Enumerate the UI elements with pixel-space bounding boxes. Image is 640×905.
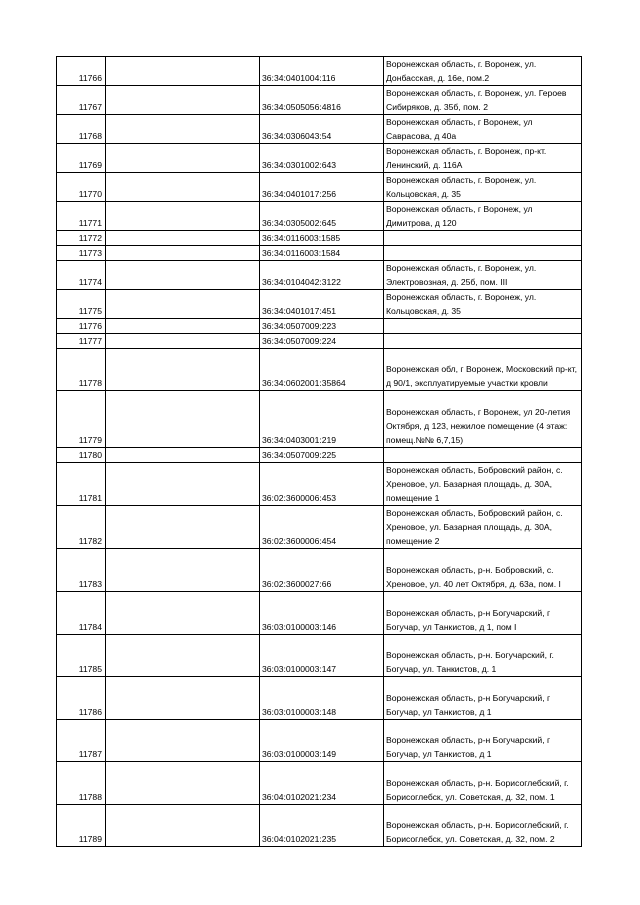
table-row <box>57 592 582 635</box>
address-cell <box>384 319 582 334</box>
table-row <box>57 463 582 506</box>
address-cell: Воронежская область, г Воронеж, ул 20-летия Октября, д 123, нежилое помещение (4 этаж: помещ.№№ 6,7,15) <box>384 391 582 448</box>
row-number-cell: 11785 <box>57 635 106 677</box>
cadastral-number-cell: 36:03:0100003:149 <box>260 720 384 762</box>
empty-cell <box>106 290 260 319</box>
row-number-cell: 11773 <box>57 246 106 261</box>
cadastral-number-cell: 36:34:0403001:219 <box>260 391 384 448</box>
empty-cell <box>106 57 260 86</box>
row-number-cell: 11778 <box>57 349 106 391</box>
table-row <box>57 720 582 762</box>
cadastral-number-cell: 36:34:0507009:224 <box>260 334 384 349</box>
cadastral-number-cell: 36:34:0507009:225 <box>260 448 384 463</box>
cadastral-number-cell: 36:34:0306043:54 <box>260 115 384 144</box>
registry-table <box>56 56 582 847</box>
row-number-cell: 11788 <box>57 762 106 805</box>
cadastral-number-cell: 36:34:0116003:1584 <box>260 246 384 261</box>
empty-cell <box>106 231 260 246</box>
row-number-cell: 11789 <box>57 805 106 847</box>
cadastral-number-cell: 36:02:3600006:454 <box>260 506 384 549</box>
row-number-cell: 11787 <box>57 720 106 762</box>
cadastral-number-cell: 36:03:0100003:147 <box>260 635 384 677</box>
address-cell: Воронежская область, г Воронеж, ул Димитрова, д 120 <box>384 202 582 231</box>
cadastral-number-cell: 36:04:0102021:234 <box>260 762 384 805</box>
row-number-cell: 11780 <box>57 448 106 463</box>
address-cell: Воронежская область, г. Воронеж, ул. Кольцовская, д. 35 <box>384 290 582 319</box>
table-row <box>57 762 582 805</box>
row-number-cell: 11779 <box>57 391 106 448</box>
empty-cell <box>106 246 260 261</box>
table-row <box>57 805 582 847</box>
cadastral-number-cell: 36:34:0507009:223 <box>260 319 384 334</box>
row-number-cell: 11775 <box>57 290 106 319</box>
cadastral-number-cell: 36:34:0505056:4816 <box>260 86 384 115</box>
table-row <box>57 391 582 448</box>
empty-cell <box>106 635 260 677</box>
cadastral-number-cell: 36:34:0602001:35864 <box>260 349 384 391</box>
row-number-cell: 11771 <box>57 202 106 231</box>
empty-cell <box>106 592 260 635</box>
cadastral-number-cell: 36:34:0305002:645 <box>260 202 384 231</box>
address-cell: Воронежская область, г Воронеж, ул Саврасова, д 40а <box>384 115 582 144</box>
cadastral-number-cell: 36:03:0100003:148 <box>260 677 384 720</box>
row-number-cell: 11776 <box>57 319 106 334</box>
row-number-cell: 11769 <box>57 144 106 173</box>
table-row <box>57 246 582 261</box>
empty-cell <box>106 677 260 720</box>
empty-cell <box>106 448 260 463</box>
row-number-cell: 11767 <box>57 86 106 115</box>
table-row <box>57 86 582 115</box>
empty-cell <box>106 261 260 290</box>
address-cell: Воронежская область, Бобровский район, с. Хреновое, ул. Базарная площадь, д. 30А, помещение 1 <box>384 463 582 506</box>
row-number-cell: 11784 <box>57 592 106 635</box>
address-cell <box>384 231 582 246</box>
table-row <box>57 202 582 231</box>
address-cell: Воронежская область, г. Воронеж, ул. Донбасская, д. 16е, пом.2 <box>384 57 582 86</box>
empty-cell <box>106 115 260 144</box>
empty-cell <box>106 173 260 202</box>
table-row <box>57 231 582 246</box>
row-number-cell: 11768 <box>57 115 106 144</box>
table-row <box>57 173 582 202</box>
address-cell: Воронежская область, р-н Богучарский, г Богучар, ул Танкистов, д 1, пом I <box>384 592 582 635</box>
table-row <box>57 290 582 319</box>
row-number-cell: 11782 <box>57 506 106 549</box>
address-cell: Воронежская область, Бобровский район, с. Хреновое, ул. Базарная площадь, д. 30А, помещение 2 <box>384 506 582 549</box>
empty-cell <box>106 349 260 391</box>
address-cell: Воронежская область, г. Воронеж, ул. Героев Сибиряков, д. 35б, пом. 2 <box>384 86 582 115</box>
address-cell: Воронежская область, г. Воронеж, пр-кт. Ленинский, д. 116А <box>384 144 582 173</box>
row-number-cell: 11786 <box>57 677 106 720</box>
address-cell: Воронежская область, р-н. Богучарский, г. Богучар, ул. Танкистов, д. 1 <box>384 635 582 677</box>
row-number-cell: 11781 <box>57 463 106 506</box>
row-number-cell: 11766 <box>57 57 106 86</box>
address-cell <box>384 448 582 463</box>
cadastral-number-cell: 36:34:0401017:451 <box>260 290 384 319</box>
empty-cell <box>106 144 260 173</box>
address-cell: Воронежская обл, г Воронеж, Московский пр-кт, д 90/1, эксплуатируемые участки кровли <box>384 349 582 391</box>
table-row <box>57 261 582 290</box>
address-cell: Воронежская область, р-н. Борисоглебский, г. Борисоглебск, ул. Советская, д. 32, пом. 2 <box>384 805 582 847</box>
registry-table-body <box>57 57 582 847</box>
table-row <box>57 57 582 86</box>
empty-cell <box>106 319 260 334</box>
table-row <box>57 319 582 334</box>
table-row <box>57 677 582 720</box>
table-row <box>57 115 582 144</box>
empty-cell <box>106 334 260 349</box>
row-number-cell: 11783 <box>57 549 106 592</box>
empty-cell <box>106 720 260 762</box>
address-cell: Воронежская область, г. Воронеж, ул. Кольцовская, д. 35 <box>384 173 582 202</box>
empty-cell <box>106 202 260 231</box>
empty-cell <box>106 391 260 448</box>
empty-cell <box>106 762 260 805</box>
cadastral-number-cell: 36:34:0301002:643 <box>260 144 384 173</box>
table-row <box>57 349 582 391</box>
address-cell: Воронежская область, р-н. Бобровский, с. Хреновое, ул. 40 лет Октября, д. 63а, пом. I <box>384 549 582 592</box>
table-row <box>57 334 582 349</box>
empty-cell <box>106 805 260 847</box>
cadastral-number-cell: 36:34:0104042:3122 <box>260 261 384 290</box>
table-row <box>57 144 582 173</box>
cadastral-number-cell: 36:34:0401017:256 <box>260 173 384 202</box>
empty-cell <box>106 86 260 115</box>
table-row <box>57 549 582 592</box>
address-cell: Воронежская область, р-н. Борисоглебский, г. Борисоглебск, ул. Советская, д. 32, пом. 1 <box>384 762 582 805</box>
cadastral-number-cell: 36:02:3600027:66 <box>260 549 384 592</box>
address-cell <box>384 246 582 261</box>
row-number-cell: 11772 <box>57 231 106 246</box>
empty-cell <box>106 463 260 506</box>
table-row <box>57 506 582 549</box>
empty-cell <box>106 506 260 549</box>
cadastral-number-cell: 36:02:3600006:453 <box>260 463 384 506</box>
address-cell: Воронежская область, р-н Богучарский, г Богучар, ул Танкистов, д 1 <box>384 677 582 720</box>
row-number-cell: 11777 <box>57 334 106 349</box>
cadastral-number-cell: 36:03:0100003:146 <box>260 592 384 635</box>
row-number-cell: 11774 <box>57 261 106 290</box>
cadastral-number-cell: 36:34:0401004:116 <box>260 57 384 86</box>
address-cell: Воронежская область, г. Воронеж, ул. Электровозная, д. 25б, пом. III <box>384 261 582 290</box>
cadastral-number-cell: 36:34:0116003:1585 <box>260 231 384 246</box>
row-number-cell: 11770 <box>57 173 106 202</box>
address-cell: Воронежская область, р-н Богучарский, г Богучар, ул Танкистов, д 1 <box>384 720 582 762</box>
table-row <box>57 448 582 463</box>
table-row <box>57 635 582 677</box>
empty-cell <box>106 549 260 592</box>
cadastral-number-cell: 36:04:0102021:235 <box>260 805 384 847</box>
address-cell <box>384 334 582 349</box>
